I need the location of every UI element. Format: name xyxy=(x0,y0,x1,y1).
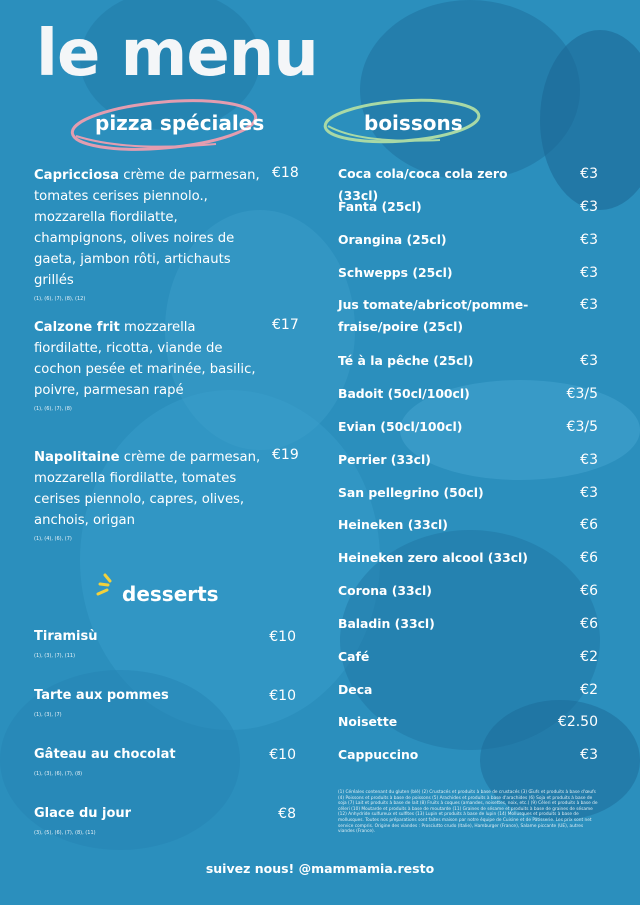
drink-name: Baladin (33cl) xyxy=(338,616,435,631)
drink-item xyxy=(338,580,598,602)
pizza-name: Capricciosa xyxy=(34,168,120,183)
drink-item xyxy=(338,449,598,471)
drink-price: €3 xyxy=(580,747,598,763)
drink-item xyxy=(338,482,598,504)
drink-name: Corona (33cl) xyxy=(338,583,432,598)
allergen-footnote: (1) Céréales contenant du gluten (blé) (2) Crustacés et produits à base de crustacés (3) Œufs et produits à base d'œufs (4) Poissons et produits à base de poissons (5) Arachides et produits à base d'arachides (6) Soja et produits à base de soja (7) Lait et produits à base de lait (8) Fruits à coques (amandes, noisettes, noix, etc.) (9) Céleri et produits à base de céleri (10) Moutarde et produits à base de moutarde (11) Graines de sésame et produits à base de graines de sésame (12) Anhydride sulfureux et sulfites (13) Lupin et produits à base de lupin (14) Mollusques et produits à base de mollusques. Toutes nos préparations sont faites maison par notre équipe de Cuisine et de Pâtisserie. Les prix sont net service compris. Origine des viandes : Prosciutto crudo (Italie), Hamburger (France), Salame piccante (UE), autres viandes (France). xyxy=(338,790,598,835)
drink-price: €3 xyxy=(580,199,598,215)
pizza-allergens: (1), (4), (6), (7) xyxy=(34,536,72,542)
drink-price: €6 xyxy=(580,616,598,632)
dessert-allergens: (1), (3), (7), (11) xyxy=(34,653,76,659)
dessert-price: €10 xyxy=(269,629,296,645)
pizza-item xyxy=(34,165,264,303)
drink-name: Heineken zero alcool (33cl) xyxy=(338,550,528,565)
drink-price: €6 xyxy=(580,517,598,533)
drink-price: €2 xyxy=(580,682,598,698)
dessert-allergens: (1), (3), (6), (7), (8) xyxy=(34,771,83,777)
drink-item xyxy=(338,547,598,569)
dessert-name: Tarte aux pommes xyxy=(34,688,169,703)
drink-price: €6 xyxy=(580,550,598,566)
dessert-name: Gâteau au chocolat xyxy=(34,747,176,762)
page-title: le menu xyxy=(36,17,318,91)
pizza-price: €18 xyxy=(272,165,299,181)
drinks-section-title: boissons xyxy=(364,111,463,135)
drink-price: €6 xyxy=(580,583,598,599)
dessert-price: €10 xyxy=(269,688,296,704)
drink-name: Heineken (33cl) xyxy=(338,517,448,532)
drink-item xyxy=(338,613,598,635)
pizza-price: €17 xyxy=(272,317,299,333)
drink-price: €2 xyxy=(580,649,598,665)
drink-price: €2.50 xyxy=(557,714,598,730)
drink-item xyxy=(338,744,598,766)
pizza-description: mozzarella fiordilatte, ricotta, viande de cochon pesée et marinée, basilic, poivre, parmesan rapé xyxy=(34,320,256,398)
drink-name: Evian (50cl/100cl) xyxy=(338,419,463,434)
pizza-item xyxy=(34,447,264,543)
drink-item xyxy=(338,646,598,668)
drink-name: Deca xyxy=(338,682,373,697)
drink-item xyxy=(338,262,598,284)
drink-name: Schwepps (25cl) xyxy=(338,265,453,280)
dessert-price: €10 xyxy=(269,747,296,763)
drink-price: €3 xyxy=(580,265,598,281)
dessert-item xyxy=(34,688,296,718)
drink-price: €3/5 xyxy=(566,386,598,402)
drink-item xyxy=(338,196,598,218)
drink-item xyxy=(338,416,598,438)
pizza-allergens: (1), (6), (7), (8), (12) xyxy=(34,296,86,302)
drink-item xyxy=(338,229,598,251)
dessert-name: Tiramisù xyxy=(34,629,98,644)
pizza-description: crème de parmesan, mozzarella fiordilatte, tomates cerises piennolo, capres, olives, anchois, origan xyxy=(34,450,261,528)
drink-price: €3 xyxy=(580,353,598,369)
drink-price: €3 xyxy=(580,485,598,501)
dessert-allergens: (1), (3), (7) xyxy=(34,712,62,718)
drink-name: Café xyxy=(338,649,370,664)
drink-price: €3 xyxy=(580,232,598,248)
drink-item xyxy=(338,350,598,372)
desserts-section-title: desserts xyxy=(122,582,219,606)
drink-item xyxy=(338,514,598,536)
drink-name: Badoit (50cl/100cl) xyxy=(338,386,470,401)
drink-name: Noisette xyxy=(338,714,398,729)
drink-name: Perrier (33cl) xyxy=(338,452,431,467)
pizza-price: €19 xyxy=(272,447,299,463)
dessert-item xyxy=(34,629,296,659)
drink-name: Orangina (25cl) xyxy=(338,232,447,247)
drink-price: €3 xyxy=(580,452,598,468)
pizza-item xyxy=(34,317,264,413)
sun-accent-icon xyxy=(94,572,120,598)
drink-name: Cappuccino xyxy=(338,747,419,762)
social-footer: suivez nous! @mammamia.resto xyxy=(205,861,435,876)
pizza-name: Calzone frit xyxy=(34,320,120,335)
drink-price: €3 xyxy=(580,166,598,182)
pizza-allergens: (1), (6), (7), (8) xyxy=(34,406,72,412)
drink-name: Jus tomate/abricot/pomme-fraise/poire (25cl) xyxy=(338,297,529,334)
dessert-item xyxy=(34,806,296,836)
drink-price: €3 xyxy=(580,297,598,313)
drink-name: Té à la pêche (25cl) xyxy=(338,353,474,368)
drink-item xyxy=(338,711,598,733)
drink-item xyxy=(338,679,598,701)
dessert-allergens: (3), (5), (6), (7), (8), (11) xyxy=(34,830,96,836)
pizza-name: Napolitaine xyxy=(34,450,120,465)
drink-item xyxy=(338,383,598,405)
pizza-description: crème de parmesan, tomates cerises piennolo., mozzarella fiordilatte, champignons, olives noires de gaeta, jambon rôti, artichauts grillés xyxy=(34,168,260,288)
dessert-name: Glace du jour xyxy=(34,806,132,821)
dessert-price: €8 xyxy=(278,806,296,822)
drink-price: €3/5 xyxy=(566,419,598,435)
drink-name: Fanta (25cl) xyxy=(338,199,422,214)
drink-name: Coca cola/coca cola zero (33cl) xyxy=(338,166,508,203)
drink-name: San pellegrino (50cl) xyxy=(338,485,484,500)
drink-item xyxy=(338,294,598,338)
pizza-section-title: pizza spéciales xyxy=(95,111,265,135)
dessert-item xyxy=(34,747,296,777)
